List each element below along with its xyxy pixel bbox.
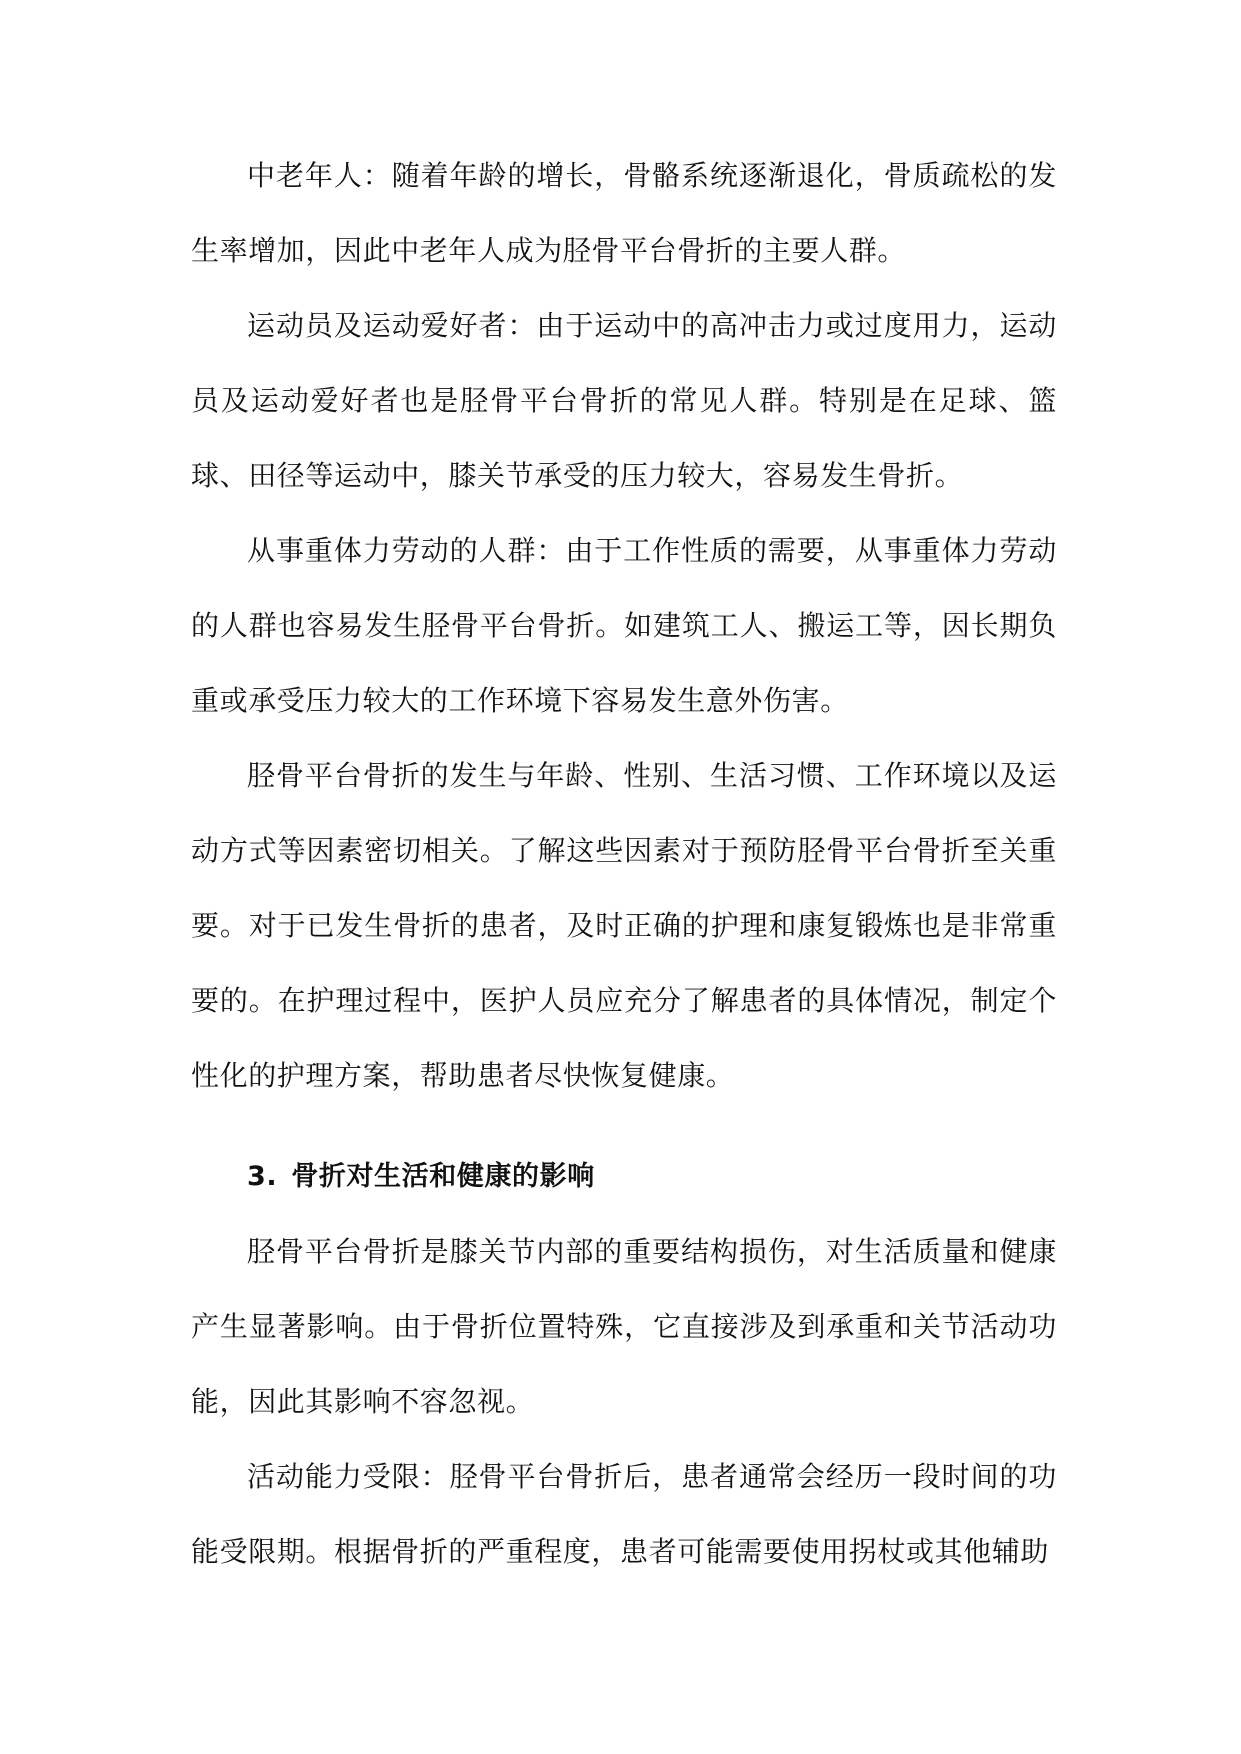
section-heading (191, 1139, 1057, 1214)
document-body (191, 138, 1057, 1589)
paragraph-athletes: 运动员及运动爱好者：由于运动中的高冲击力或过度用力，运动员及运动爱好者也是胫骨平台骨折的常见人群。特别是在足球、篮球、田径等运动中，膝关节承受的压力较大，容易发生骨折。 (191, 309, 1057, 492)
section-number: 3. (247, 1161, 278, 1192)
paragraph-impact-intro: 胫骨平台骨折是膝关节内部的重要结构损伤，对生活质量和健康产生显著影响。由于骨折位置特殊，它直接涉及到承重和关节活动功能，因此其影响不容忽视。 (191, 1235, 1057, 1418)
paragraph-mobility-limited: 活动能力受限：胫骨平台骨折后，患者通常会经历一段时间的功能受限期。根据骨折的严重程度，患者可能需要使用拐杖或其他辅助 (191, 1460, 1057, 1568)
section-title: 骨折对生活和健康的影响 (291, 1161, 595, 1192)
paragraph-manual-laborers: 从事重体力劳动的人群：由于工作性质的需要，从事重体力劳动的人群也容易发生胫骨平台骨折。如建筑工人、搬运工等，因长期负重或承受压力较大的工作环境下容易发生意外伤害。 (191, 534, 1057, 717)
paragraph-middle-aged: 中老年人：随着年龄的增长，骨骼系统逐渐退化，骨质疏松的发生率增加，因此中老年人成为胫骨平台骨折的主要人群。 (191, 159, 1057, 267)
paragraph-summary: 胫骨平台骨折的发生与年龄、性别、生活习惯、工作环境以及运动方式等因素密切相关。了解这些因素对于预防胫骨平台骨折至关重要。对于已发生骨折的患者，及时正确的护理和康复锻炼也是非常重要的。在护理过程中，医护人员应充分了解患者的具体情况，制定个性化的护理方案，帮助患者尽快恢复健康。 (191, 759, 1057, 1092)
